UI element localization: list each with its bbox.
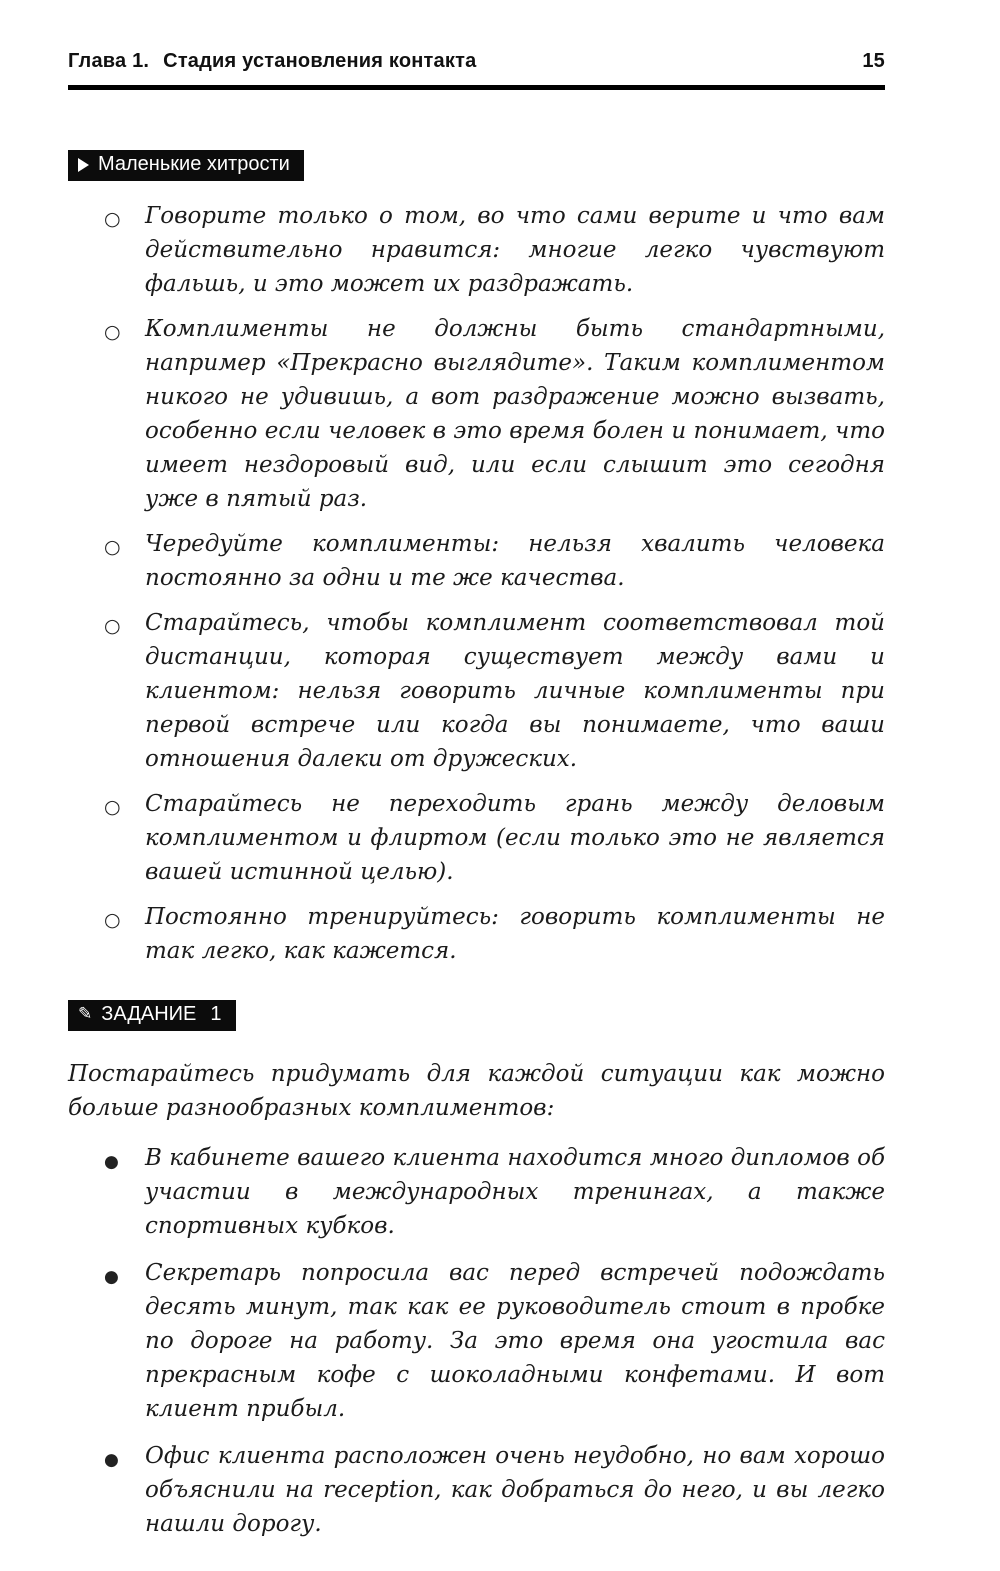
task-text: Секретарь попросила вас перед встречей подождать десять минут, так как ее руководитель стоит в пробке по дороге на работу. За это время она угостила вас прекрасным кофе с шоколадными конфетами. И вот клиент прибыл. xyxy=(145,1260,885,1422)
hollow-circle-bullet-icon: ○ xyxy=(104,536,121,558)
task-text: В кабинете вашего клиента находится много дипломов об участии в международных тренингах, а также спортивных кубков. xyxy=(145,1145,885,1239)
tip-item xyxy=(68,787,885,889)
task-list xyxy=(68,1141,885,1541)
task-item xyxy=(68,1141,885,1243)
tip-text: Чередуйте комплименты: нельзя хвалить человека постоянно за одни и те же качества. xyxy=(145,531,885,591)
tip-item xyxy=(68,900,885,968)
tip-text: Комплименты не должны быть стандартными, например «Прекрасно выглядите». Таким комплиментом никого не удивишь, а вот раздражение можно вызвать, особенно если человек в это время болен и понимает, что имеет нездоровый вид, или если слышит это сегодня уже в пятый раз. xyxy=(145,316,885,512)
hollow-circle-bullet-icon: ○ xyxy=(104,208,121,230)
tip-item xyxy=(68,312,885,516)
task-label-text: ЗАДАНИЕ xyxy=(101,1003,197,1025)
task-intro: Постарайтесь придумать для каждой ситуации как можно больше разнообразных комплиментов: xyxy=(68,1061,885,1121)
tip-item xyxy=(68,527,885,595)
task-section-label xyxy=(68,1000,236,1031)
tips-section-label xyxy=(68,150,304,181)
tip-item xyxy=(68,199,885,301)
tips-list xyxy=(68,199,885,968)
chapter-heading xyxy=(68,50,476,73)
task-item xyxy=(68,1439,885,1541)
header-divider xyxy=(68,85,885,90)
tips-label-text: Маленькие хитрости xyxy=(98,153,290,175)
tip-text: Старайтесь, чтобы комплимент соответствовал той дистанции, которая существует между вами и клиентом: нельзя говорить личные комплименты при первой встрече или когда вы понимаете, что ваши отношения далеки от дружеских. xyxy=(145,610,885,772)
hollow-circle-bullet-icon: ○ xyxy=(104,321,121,343)
tip-text: Говорите только о том, во что сами верите и что вам действительно нравится: многие легко чувствуют фальшь, и это может их раздражать. xyxy=(145,203,885,297)
tip-item xyxy=(68,606,885,776)
running-head xyxy=(68,50,885,73)
chapter-label: Глава 1. xyxy=(68,50,150,72)
hollow-circle-bullet-icon: ○ xyxy=(104,909,121,931)
pencil-icon: ✎ xyxy=(78,1004,93,1024)
tip-text: Постоянно тренируйтесь: говорить комплименты не так легко, как кажется. xyxy=(145,904,885,964)
tip-text: Старайтесь не переходить грань между деловым комплиментом и флиртом (если только это не является вашей истинной целью). xyxy=(145,791,885,885)
arrow-right-icon xyxy=(78,158,89,172)
task-number: 1 xyxy=(210,1003,222,1025)
hollow-circle-bullet-icon: ○ xyxy=(104,796,121,818)
hollow-circle-bullet-icon: ○ xyxy=(104,615,121,637)
filled-circle-bullet-icon: ● xyxy=(104,1152,119,1172)
filled-circle-bullet-icon: ● xyxy=(104,1450,119,1470)
task-item xyxy=(68,1256,885,1426)
chapter-title: Стадия установления контакта xyxy=(163,50,477,72)
task-text: Офис клиента расположен очень неудобно, но вам хорошо объяснили на reception, как добраться до него, и вы легко нашли дорогу. xyxy=(145,1443,885,1537)
page-number: 15 xyxy=(862,50,885,72)
filled-circle-bullet-icon: ● xyxy=(104,1267,119,1287)
